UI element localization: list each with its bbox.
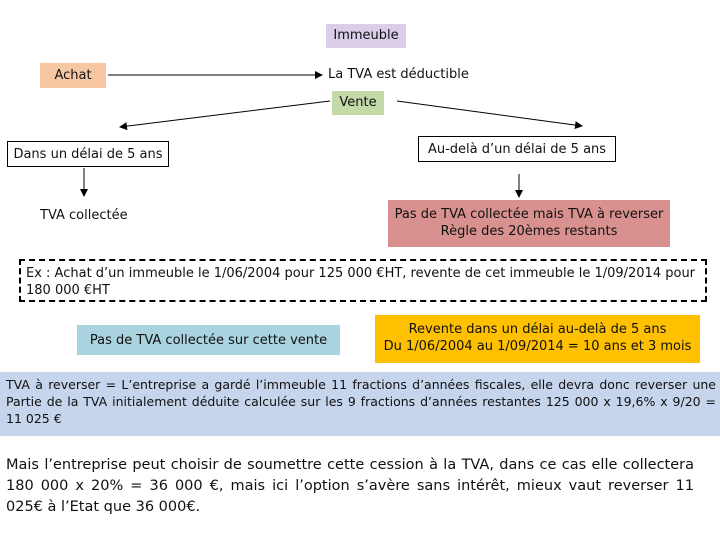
delai-5ans-label: Dans un délai de 5 ans (13, 147, 163, 162)
tva-reverser-text: TVA à reverser = L’entreprise a gardé l’immeuble 11 fractions d’années fiscales, elle devra donc reverser une Partie de la TVA initialement déduite calculée sur les 9 fractions d’années restantes 125 000 x 19,6% x 9/20 = 11 025 € (6, 377, 716, 426)
pas-tva-line1: Pas de TVA collectée mais TVA à reverser (394, 207, 664, 222)
no-tva-sale-label: Pas de TVA collectée sur cette vente (89, 333, 328, 348)
achat-box (40, 63, 106, 88)
conclusion-text: Mais l’entreprise peut choisir de soumettre cette cession à la TVA, dans ce cas elle collectera 180 000 x 20% = 36 000 €, mais ici l’option s’avère sans intérêt, mieux vaut reverser 11 025€ à l’Etat que 36 000€. (6, 457, 694, 515)
pas-tva-box (388, 200, 670, 247)
vente-label: Vente (339, 95, 377, 110)
example-text: Ex : Achat d’un immeuble le 1/06/2004 pour 125 000 €HT, revente de cet immeuble le 1/09/2014 pour 180 000 €HT (26, 266, 696, 298)
no-tva-sale-box (77, 325, 340, 355)
resale-line2: Du 1/06/2004 au 1/09/2014 = 10 ans et 3 mois (383, 339, 692, 354)
resale-line1: Revente dans un délai au-delà de 5 ans (408, 322, 667, 337)
delai-5ans-box (7, 141, 169, 167)
arrow-vente-to-delai (120, 101, 330, 127)
resale-box (375, 315, 700, 363)
tva-deductible-label: La TVA est déductible (328, 67, 469, 82)
example-box (19, 259, 707, 302)
immeuble-box (326, 24, 406, 48)
tva-collectee-label: TVA collectée (40, 208, 128, 223)
arrow-vente-to-audela (397, 101, 582, 126)
immeuble-label: Immeuble (333, 28, 399, 43)
pas-tva-line2: Règle des 20èmes restants (440, 224, 618, 239)
au-dela-5ans-label: Au-delà d’un délai de 5 ans (427, 142, 607, 157)
au-dela-5ans-box (418, 136, 616, 162)
tva-reverser-box (0, 372, 720, 436)
vente-box (332, 91, 384, 115)
achat-label: Achat (54, 68, 92, 83)
